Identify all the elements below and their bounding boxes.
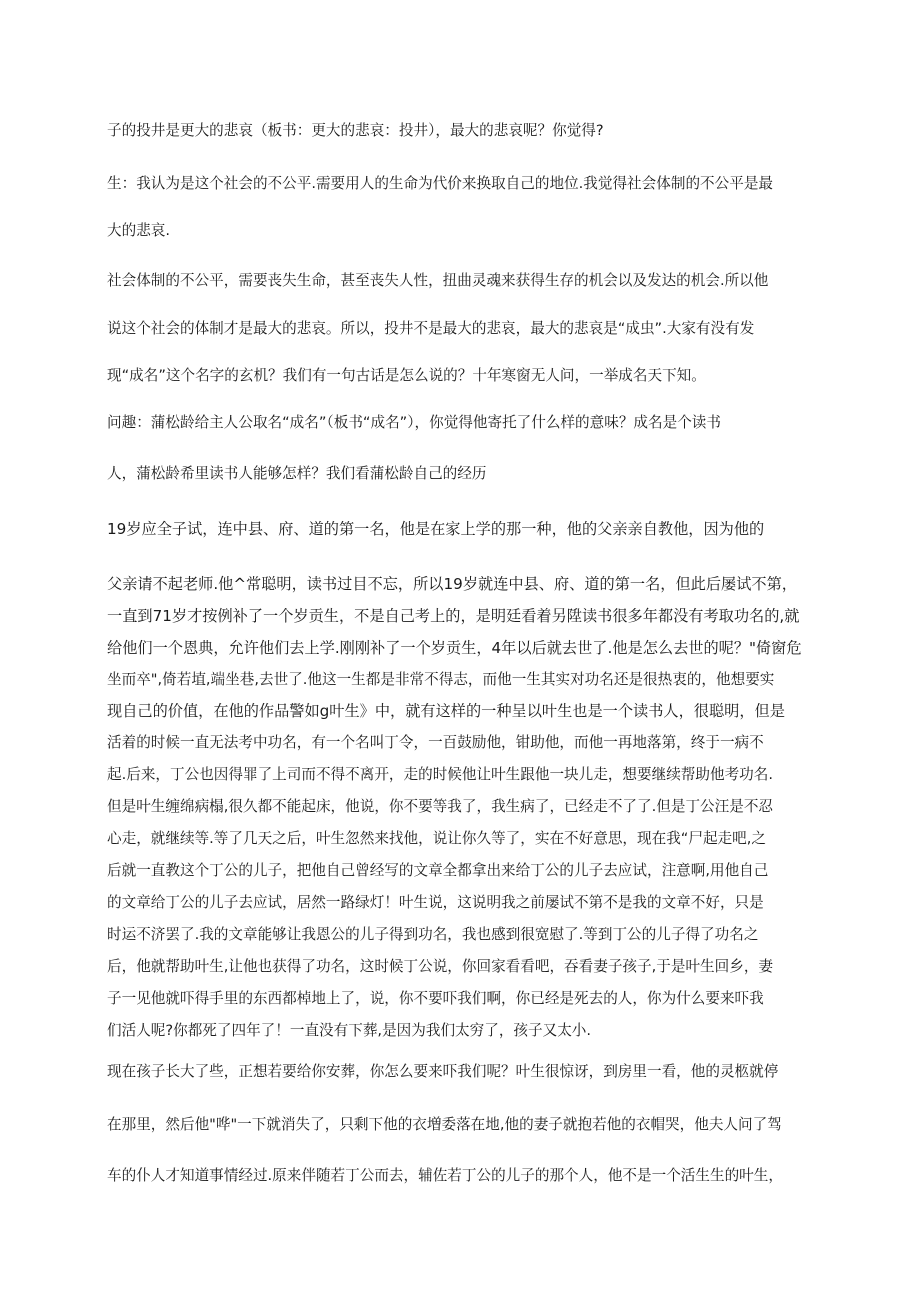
paragraph-line: 现在孩子长大了些，正想若要给你安葬，你怎么要来吓我们呢？叶生很惊讶，到房里一看，他的灵柩就停 xyxy=(107,1063,779,1080)
paragraph-line: 在那里，然后他"哗"一下就消失了，只剩下他的衣増委落在地,他的妻子就抱若他的衣帽哭，他夫人问了驾 xyxy=(107,1116,782,1133)
paragraph-line: 19岁应全子试，连中县、府、道的第一名，他是在家上学的那一种，他的父亲亲自教他，因为他的 xyxy=(107,520,765,538)
paragraph-line: 活着的时候一直无法考中功名，有一个名叫丁令，一百鼓励他，钳助他，而他一再地落第，终于一病不 xyxy=(107,734,764,751)
paragraph-line: 子一见他就吓得手里的东西都棹地上了，说，你不要吓我们啊，你已经是死去的人，你为什么要来吓我 xyxy=(107,990,764,1007)
paragraph-line: 问趣：蒲松龄给主人公取名“成名”（板书“成名”），你觉得他寄托了什么样的意味？成名是个读书 xyxy=(107,414,721,431)
paragraph-line: 心走，就继续等.等了几天之后，叶生忽然来找他，说让你久等了，实在不好意思，现在我“尸起走吧,之 xyxy=(107,830,766,847)
paragraph-line: 现自己的价值，在他的作品警如g叶生》中，就有这样的一种呈以叶生也是一个读书人，很聪明，但是 xyxy=(107,702,785,720)
paragraph-line: 的文章给丁公的儿子去应试，居然一路绿灯！叶生说，这说明我之前屡试不第不是我的文章不好，只是 xyxy=(107,894,764,911)
paragraph-line: 时运不济罢了.我的文章能够让我恩公的儿子得到功名，我也感到很宽慰了.等到丁公的儿子得了功名之 xyxy=(107,926,759,943)
paragraph-line: 们活人呢?你都死了四年了！一直没有下葬,是因为我们太穷了，孩子又太小. xyxy=(107,1022,592,1039)
paragraph-line: 后，他就帮助叶生,让他也获得了功名，这时候丁公说，你回家看看吧，吞看妻子孩子,于是叶生回乡，妻 xyxy=(107,958,774,975)
paragraph-line: 起.后来，丁公也因得罪了上司而不得不离开，走的时候他让叶生跟他一块儿走，想要继续帮助他考功名. xyxy=(107,766,774,783)
paragraph-line: 大的悲哀. xyxy=(107,222,171,239)
paragraph-line: 但是叶生缠绵病榻,很久都不能起床，他说，你不要等我了，我生病了，已经走不了了.但是丁公汪是不忍 xyxy=(107,798,774,815)
paragraph-line: 后就一直教这个丁公的儿子，把他自己曾经写的文章全都拿出来给丁公的儿子去应试，注意啊,用他自己 xyxy=(107,862,769,879)
paragraph-line: 子的投井是更大的悲哀（板书：更大的悲哀：投井），最大的悲哀呢？你觉得? xyxy=(107,122,604,139)
paragraph-line: 父亲请不起老师.他^常聪明，读书过目不忘，所以19岁就连中县、府、道的第一名，但此后屡试不第， xyxy=(107,575,797,593)
paragraph-line: 一直到71岁才按例补了一个岁贡生，不是自己考上的，是明廷看着另陞读书很多年都没有考取功名的,就 xyxy=(107,607,800,625)
paragraph-line: 说这个社会的体制才是最大的悲哀。所以，投井不是最大的悲哀，最大的悲哀是“成虫”.大家有没有发 xyxy=(107,320,755,337)
paragraph-line: 车的仆人才知道事情经过.原来伴随若丁公而去，辅佐若丁公的儿子的那个人，他不是一个活生生的叶生， xyxy=(107,1167,783,1184)
paragraph-line: 人，蒲松龄希里读书人能够怎样？我们看蒲松龄自己的经历 xyxy=(107,465,487,482)
paragraph-line: 现“成名”这个名字的玄机？我们有一句古话是怎么说的？十年寒窗无人问，一举成名天下知。 xyxy=(107,367,706,384)
paragraph-line: 坐而卒",倚若埴,端坐巷,去世了.他这一生都是非常不得志，而他一生其实对功名还是很热衷的，他想要实 xyxy=(107,671,775,688)
paragraph-line: 生：我认为是这个社会的不公平.需要用人的生命为代价来换取自己的地位.我觉得社会体制的不公平是最 xyxy=(107,175,774,192)
paragraph-line: 给他们一个恩典，允许他们去上学.刚刚补了一个岁贡生，4年以后就去世了.他是怎么去世的呢？"倚窗危 xyxy=(107,639,802,657)
paragraph-line: 社会体制的不公平，需要丧失生命，甚至丧失人性，扭曲灵魂来获得生存的机会以及发达的机会.所以他 xyxy=(107,272,769,289)
